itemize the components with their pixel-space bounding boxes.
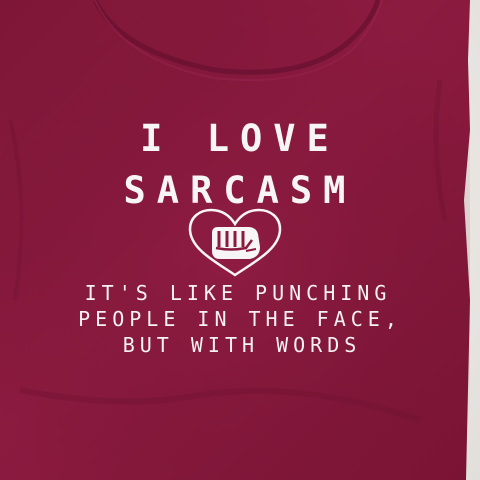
fist-in-heart-icon <box>186 207 284 279</box>
tagline-line-1: IT'S LIKE PUNCHING <box>84 281 392 305</box>
tagline-line-2: PEOPLE IN THE FACE, <box>78 307 402 331</box>
headline-line-2: SARCASM <box>123 169 357 212</box>
tagline-line-3: BUT WITH WORDS <box>122 333 362 357</box>
headline-line-1: I LOVE <box>140 117 340 160</box>
fist-icon <box>212 227 260 259</box>
